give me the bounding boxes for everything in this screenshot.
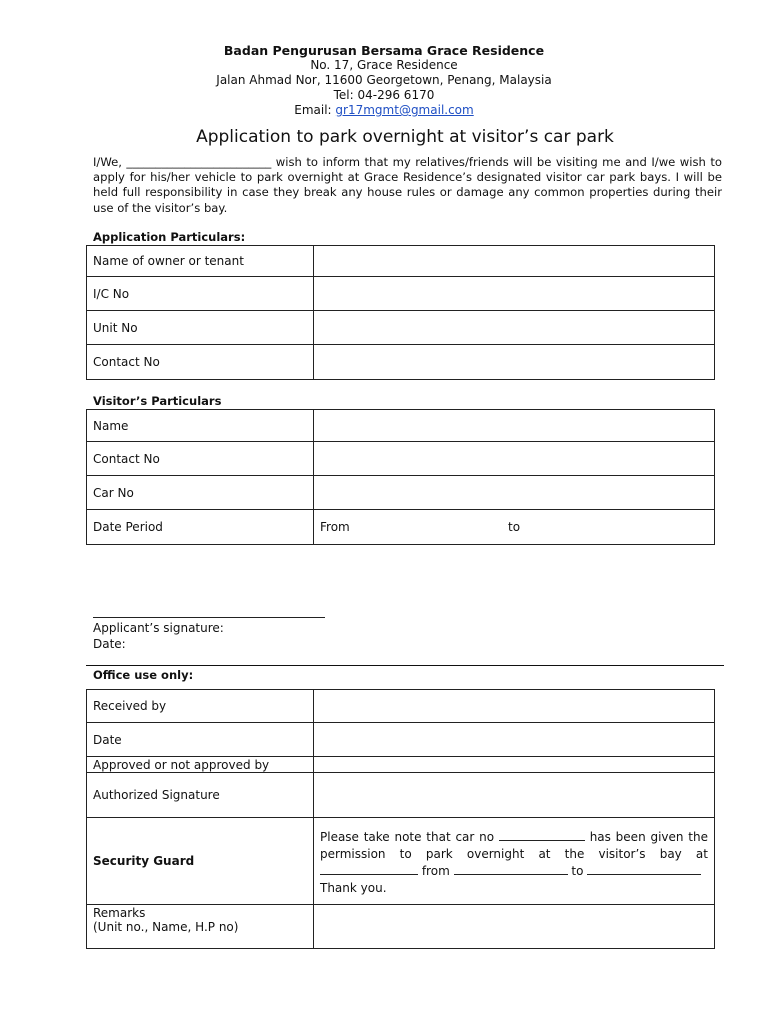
table-row	[87, 510, 715, 545]
thank-you-text: Thank you.	[320, 881, 387, 895]
visitor-name-field[interactable]	[314, 410, 715, 442]
email-line	[0, 103, 768, 118]
visitor-particulars-label: Visitor’s Particulars	[93, 394, 222, 408]
ic-no-label: I/C No	[87, 277, 314, 311]
table-row	[87, 311, 715, 345]
car-no-blank[interactable]	[499, 829, 585, 841]
address-line-1: No. 17, Grace Residence	[310, 58, 458, 72]
date-to-label: to	[508, 520, 521, 534]
security-guard-note	[314, 818, 715, 905]
office-date-field[interactable]	[314, 723, 715, 757]
remarks-cell	[87, 905, 314, 949]
note-part-1: Please take note that car no	[320, 830, 495, 844]
letterhead	[0, 43, 768, 118]
location-blank[interactable]	[320, 863, 418, 875]
email-link[interactable]: gr17mgmt@gmail.com	[335, 103, 474, 117]
owner-contact-label: Contact No	[87, 345, 314, 380]
car-no-field[interactable]	[314, 476, 715, 510]
date-from-label: From	[320, 520, 350, 534]
table-row	[87, 277, 715, 311]
owner-contact-field[interactable]	[314, 345, 715, 380]
table-row	[87, 410, 715, 442]
table-row	[87, 442, 715, 476]
table-row	[87, 773, 715, 818]
table-row	[87, 690, 715, 723]
to-date-blank[interactable]	[587, 863, 701, 875]
table-row	[87, 345, 715, 380]
authorized-signature-field[interactable]	[314, 773, 715, 818]
date-period-label: Date Period	[87, 510, 314, 545]
note-part-2: has been given the permission to park overnight at the visitor’s bay at	[320, 830, 708, 861]
table-row	[87, 476, 715, 510]
intro-prefix: I/We,	[93, 155, 127, 169]
office-divider	[86, 665, 724, 666]
table-row	[87, 723, 715, 757]
application-particulars-table	[86, 245, 715, 380]
office-use-table	[86, 689, 715, 949]
unit-no-label: Unit No	[87, 311, 314, 345]
security-guard-label: Security Guard	[87, 818, 314, 905]
ic-no-field[interactable]	[314, 277, 715, 311]
office-date-label: Date	[87, 723, 314, 757]
visitor-contact-label: Contact No	[87, 442, 314, 476]
table-row	[87, 246, 715, 277]
unit-no-field[interactable]	[314, 311, 715, 345]
visitor-name-label: Name	[87, 410, 314, 442]
email-label: Email:	[294, 103, 336, 117]
table-row	[87, 818, 715, 905]
remarks-sublabel: (Unit no., Name, H.P no)	[93, 920, 239, 934]
applicant-signature-label: Applicant’s signature:	[93, 621, 224, 635]
intro-paragraph	[93, 155, 722, 216]
org-name: Badan Pengurusan Bersama Grace Residence	[223, 43, 545, 58]
intro-name-blank[interactable]: _________________________	[126, 155, 272, 169]
signature-block	[93, 620, 224, 652]
received-by-field[interactable]	[314, 690, 715, 723]
remarks-label: Remarks	[93, 906, 146, 920]
application-particulars-label: Application Particulars:	[93, 230, 246, 244]
received-by-label: Received by	[87, 690, 314, 723]
office-use-label: Office use only:	[93, 668, 194, 682]
form-title: Application to park overnight at visitor’s car park	[196, 127, 614, 147]
table-row	[87, 905, 715, 949]
approved-by-field[interactable]	[314, 757, 715, 773]
authorized-signature-label: Authorized Signature	[87, 773, 314, 818]
remarks-field[interactable]	[314, 905, 715, 949]
owner-name-label: Name of owner or tenant	[87, 246, 314, 277]
note-part-3: from	[421, 864, 450, 878]
signature-date-label: Date:	[93, 637, 126, 651]
note-part-4: to	[571, 864, 584, 878]
signature-line[interactable]	[93, 617, 325, 618]
security-note-text	[320, 825, 708, 897]
telephone: Tel: 04-296 6170	[333, 88, 435, 102]
date-period-field[interactable]	[314, 510, 715, 545]
visitor-contact-field[interactable]	[314, 442, 715, 476]
owner-name-field[interactable]	[314, 246, 715, 277]
address-line-2: Jalan Ahmad Nor, 11600 Georgetown, Penang, Malaysia	[216, 73, 552, 87]
intro-text: wish to inform that my relatives/friends will be visiting me and I/we wish to apply for his/her vehicle to park overnight at Grace Residence’s designated visitor car park bays. I will be held full responsibility in case they break any house rules or damage any common properties during their use of the visitor’s bay.	[93, 155, 722, 215]
approved-by-label: Approved or not approved by	[87, 757, 314, 773]
car-no-label: Car No	[87, 476, 314, 510]
from-date-blank[interactable]	[454, 863, 568, 875]
table-row	[87, 757, 715, 773]
visitor-particulars-table	[86, 409, 715, 545]
